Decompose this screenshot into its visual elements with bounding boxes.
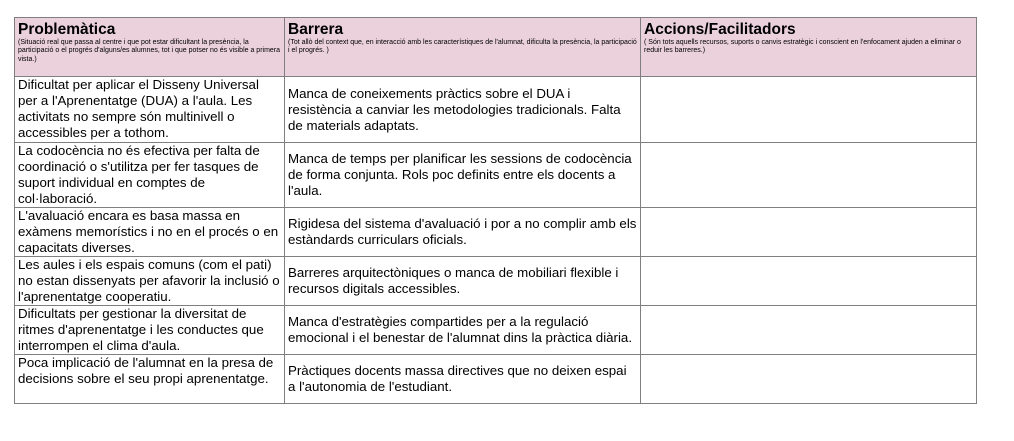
header-barrier	[285, 18, 641, 77]
header-title: Barrera	[288, 21, 344, 38]
actions-cell[interactable]	[641, 355, 977, 404]
actions-cell[interactable]	[641, 77, 977, 143]
actions-cell[interactable]	[641, 306, 977, 355]
table-row	[15, 143, 977, 208]
actions-cell[interactable]	[641, 143, 977, 208]
header-description: (Situació real que passa al centre i que pot estar dificultant la presència, la participació o el progrés d'alguns/es alumnes, tot i que potser no és visible a primera vista.)	[18, 39, 281, 63]
problem-cell: L'avaluació encara es basa massa en exàmens memorístics i no en el procés o en capacitats diverses.	[15, 208, 285, 257]
problem-cell: Dificultats per gestionar la diversitat de ritmes d'aprenentatge i les conductes que interrompen el clima d'aula.	[15, 306, 285, 355]
problem-cell: Poca implicació de l'alumnat en la presa de decisions sobre el seu propi aprenentatge.	[15, 355, 285, 404]
barrier-cell: Rigidesa del sistema d'avaluació i por a no complir amb els estàndards curriculars oficials.	[285, 208, 641, 257]
barrier-cell: Barreres arquitectòniques o manca de mobiliari flexible i recursos digitals accessibles.	[285, 257, 641, 306]
barrier-cell: Manca de coneixements pràctics sobre el DUA i resistència a canviar les metodologies tradicionals. Falta de materials adaptats.	[285, 77, 641, 143]
barrier-cell: Pràctiques docents massa directives que no deixen espai a l'autonomia de l'estudiant.	[285, 355, 641, 404]
header-title: Accions/Facilitadors	[644, 21, 796, 38]
problem-cell: Dificultat per aplicar el Disseny Universal per a l'Aprenentatge (DUA) a l'aula. Les activitats no sempre són multinivell o accessibles per a tothom.	[15, 77, 285, 143]
barrier-cell: Manca de temps per planificar les sessions de codocència de forma conjunta. Rols poc definits entre els docents a l'aula.	[285, 143, 641, 208]
header-description: (Tot allò del context que, en interacció amb les característiques de l'alumnat, dificulta la presència, la participació i el progrés. )	[288, 39, 637, 55]
header-title: Problemàtica	[18, 21, 116, 38]
barriers-table	[14, 17, 977, 404]
table-row	[15, 257, 977, 306]
table-row	[15, 77, 977, 143]
problem-cell: Les aules i els espais comuns (com el pati) no estan dissenyats per afavorir la inclusió o l'aprenentatge cooperatiu.	[15, 257, 285, 306]
actions-cell[interactable]	[641, 257, 977, 306]
header-row	[15, 18, 977, 77]
header-description: ( Són tots aquells recursos, suports o canvis estratègic i conscient en l'enfocament ajuden a eliminar o reduir les barreres.)	[644, 39, 961, 55]
table-row	[15, 306, 977, 355]
problem-cell: La codocència no és efectiva per falta de coordinació o s'utilitza per fer tasques de suport individual en comptes de col·laboració.	[15, 143, 285, 208]
table-row	[15, 355, 977, 404]
table-row	[15, 208, 977, 257]
header-actions	[641, 18, 977, 77]
header-problem	[15, 18, 285, 77]
barrier-cell: Manca d'estratègies compartides per a la regulació emocional i el benestar de l'alumnat dins la pràctica diària.	[285, 306, 641, 355]
actions-cell[interactable]	[641, 208, 977, 257]
